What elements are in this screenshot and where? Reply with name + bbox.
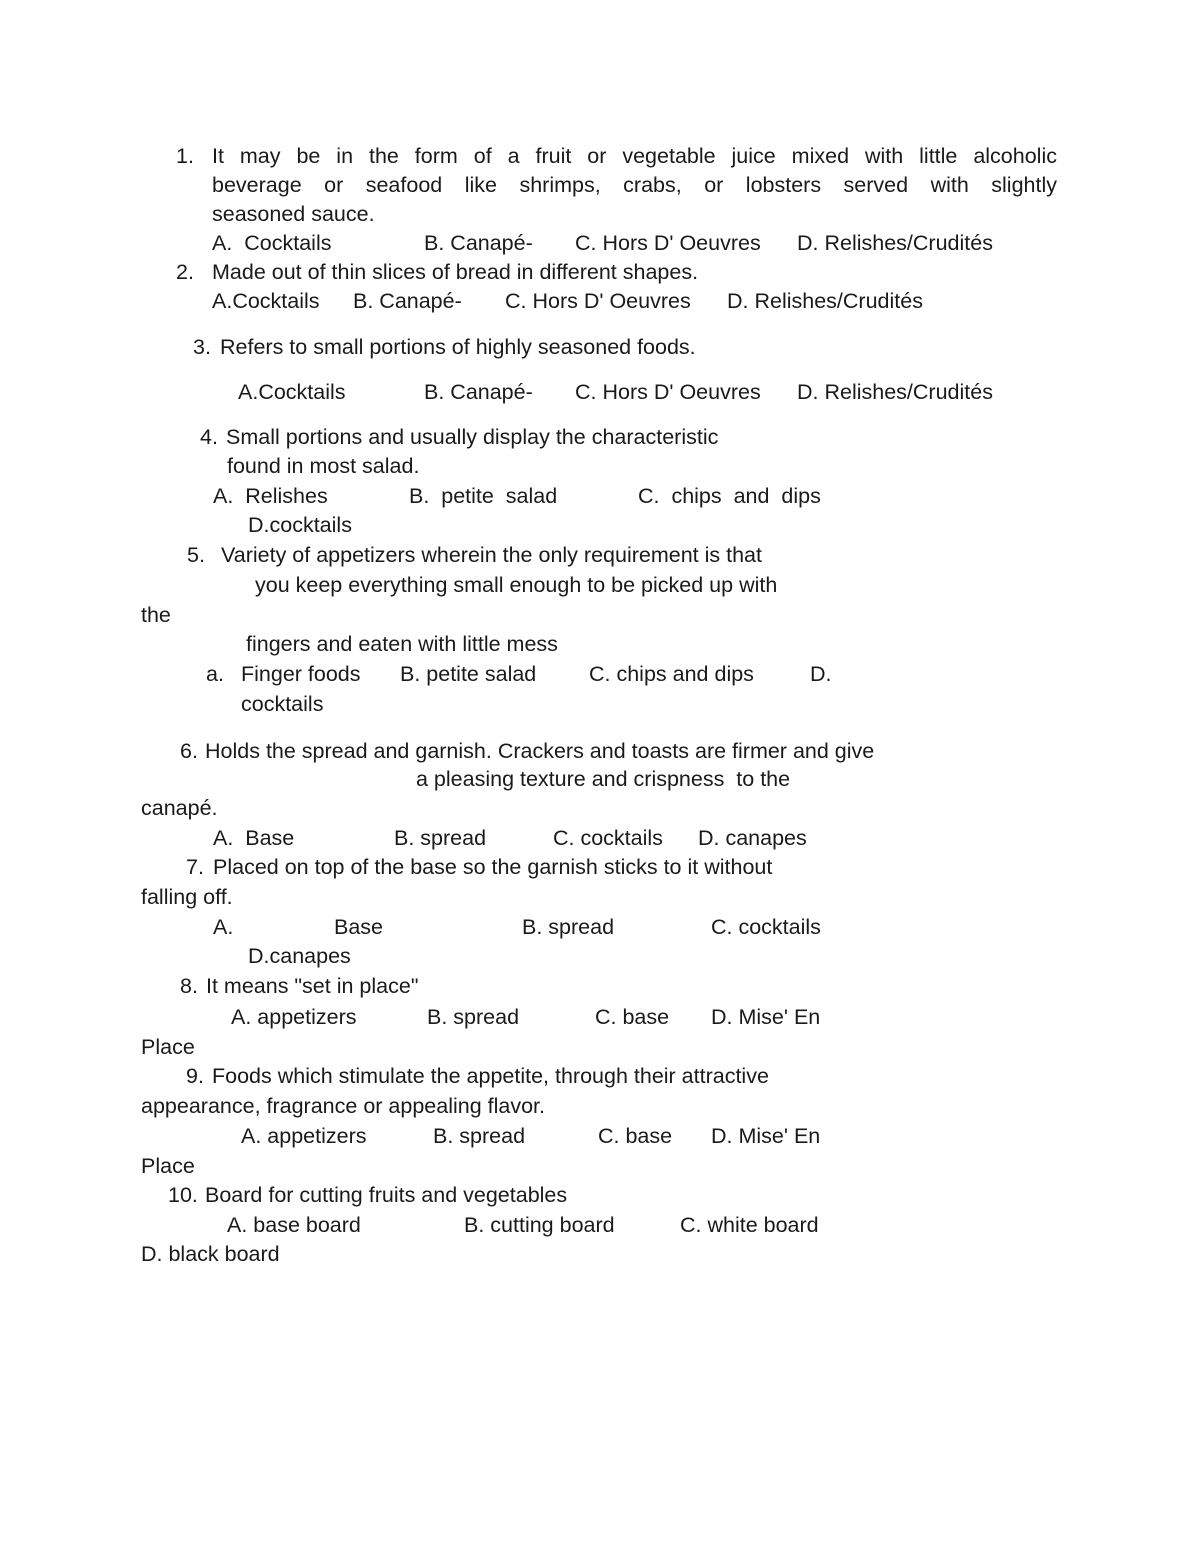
question-5-text-line-1: Variety of appetizers wherein the only requirement is that [221, 543, 762, 567]
question-4-choice-d: D.cocktails [248, 513, 352, 537]
question-5-choice-a: Finger foods [241, 662, 361, 686]
question-3-choice-b: B. Canapé- [424, 380, 533, 404]
question-1-text-line-2: beverage or seafood like shrimps, crabs, or lobsters served with slightly [212, 173, 1057, 197]
question-3-choice-a: A.Cocktails [238, 380, 346, 404]
question-5-number: 5. [187, 543, 205, 567]
question-9-text-line-1: Foods which stimulate the appetite, through their attractive [212, 1064, 769, 1088]
question-7-number: 7. [186, 855, 204, 879]
question-7-choice-b: B. spread [522, 915, 615, 939]
question-10-text-line-1: Board for cutting fruits and vegetables [205, 1183, 568, 1207]
question-6-text-line-1: Holds the spread and garnish. Crackers and toasts are firmer and give [205, 739, 875, 763]
question-1-choice-b: B. Canapé- [424, 231, 533, 255]
question-8-choice-d-continued: Place [141, 1035, 195, 1059]
question-2-choice-b: B. Canapé- [353, 289, 462, 313]
question-1-text-line-3: seasoned sauce. [212, 202, 375, 226]
question-8-choice-b: B. spread [427, 1005, 520, 1029]
question-6-choice-c: C. cocktails [553, 826, 663, 850]
question-3-choice-c: C. Hors D' Oeuvres [575, 380, 761, 404]
question-1-choice-c: C. Hors D' Oeuvres [575, 231, 761, 255]
question-7-choice-a: Base [334, 915, 384, 939]
question-9-choice-b: B. spread [433, 1124, 526, 1148]
question-8-number: 8. [180, 974, 198, 998]
question-3-number: 3. [193, 335, 211, 359]
question-9-choice-a: A. appetizers [241, 1124, 367, 1148]
question-7-text-line-1: Placed on top of the base so the garnish sticks to it without [213, 855, 773, 879]
question-5-text-line-4: fingers and eaten with little mess [246, 632, 558, 656]
question-10-choice-c: C. white board [680, 1213, 819, 1237]
question-2-text-line-1: Made out of thin slices of bread in different shapes. [212, 260, 699, 284]
question-1-choice-d: D. Relishes/Crudités [797, 231, 993, 255]
question-2-number: 2. [176, 260, 194, 284]
question-9-choice-d: D. Mise' En [711, 1124, 821, 1148]
question-10-choice-d: D. black board [141, 1242, 280, 1266]
question-4-choice-b: B. petite salad [409, 484, 558, 508]
question-9-choice-d-continued: Place [141, 1154, 195, 1178]
question-8-choice-d: D. Mise' En [711, 1005, 821, 1029]
question-10-choice-b: B. cutting board [464, 1213, 615, 1237]
question-5-choice-letter-d: D. [810, 662, 832, 686]
question-9-text-line-2: appearance, fragrance or appealing flavor. [141, 1094, 545, 1118]
question-6-choice-b: B. spread [394, 826, 487, 850]
question-2-choice-a: A.Cocktails [212, 289, 320, 313]
question-4-choice-a: A. Relishes [213, 484, 328, 508]
question-8-choice-c: C. base [595, 1005, 670, 1029]
question-6-choice-d: D. canapes [698, 826, 807, 850]
question-3-text-line-1: Refers to small portions of highly seasoned foods. [220, 335, 696, 359]
question-5-choice-b: B. petite salad [400, 662, 537, 686]
question-2-choice-c: C. Hors D' Oeuvres [505, 289, 691, 313]
question-8-choice-a: A. appetizers [231, 1005, 357, 1029]
question-5-choice-letter-a: a. [206, 662, 224, 686]
question-1-text-line-1: It may be in the form of a fruit or vegetable juice mixed with little alcoholic [212, 144, 1057, 168]
question-7-choice-letter-a: A. [213, 915, 234, 939]
question-8-text-line-1: It means "set in place" [206, 974, 419, 998]
question-10-choice-a: A. base board [227, 1213, 361, 1237]
question-7-choice-c: C. cocktails [711, 915, 821, 939]
question-1-choice-a: A. Cocktails [212, 231, 332, 255]
question-4-text-line-2: found in most salad. [227, 454, 420, 478]
question-6-text-line-3: canapé. [141, 796, 218, 820]
question-6-number: 6. [180, 739, 198, 763]
question-1-number: 1. [176, 144, 194, 168]
question-5-choice-d: cocktails [241, 692, 324, 716]
question-6-text-line-2: a pleasing texture and crispness to the [416, 767, 791, 791]
question-4-choice-c: C. chips and dips [638, 484, 821, 508]
question-7-choice-d: D.canapes [248, 944, 351, 968]
question-3-choice-d: D. Relishes/Crudités [797, 380, 993, 404]
question-4-number: 4. [200, 425, 218, 449]
question-6-choice-a: A. Base [213, 826, 295, 850]
question-7-text-line-2: falling off. [141, 885, 233, 909]
question-5-text-line-3: the [141, 603, 171, 627]
question-2-choice-d: D. Relishes/Crudités [727, 289, 923, 313]
question-9-choice-c: C. base [598, 1124, 673, 1148]
question-10-number: 10. [168, 1183, 198, 1207]
question-9-number: 9. [186, 1064, 204, 1088]
question-5-text-line-2: you keep everything small enough to be picked up with [255, 573, 778, 597]
question-5-choice-c: C. chips and dips [589, 662, 754, 686]
question-4-text-line-1: Small portions and usually display the characteristic [226, 425, 719, 449]
